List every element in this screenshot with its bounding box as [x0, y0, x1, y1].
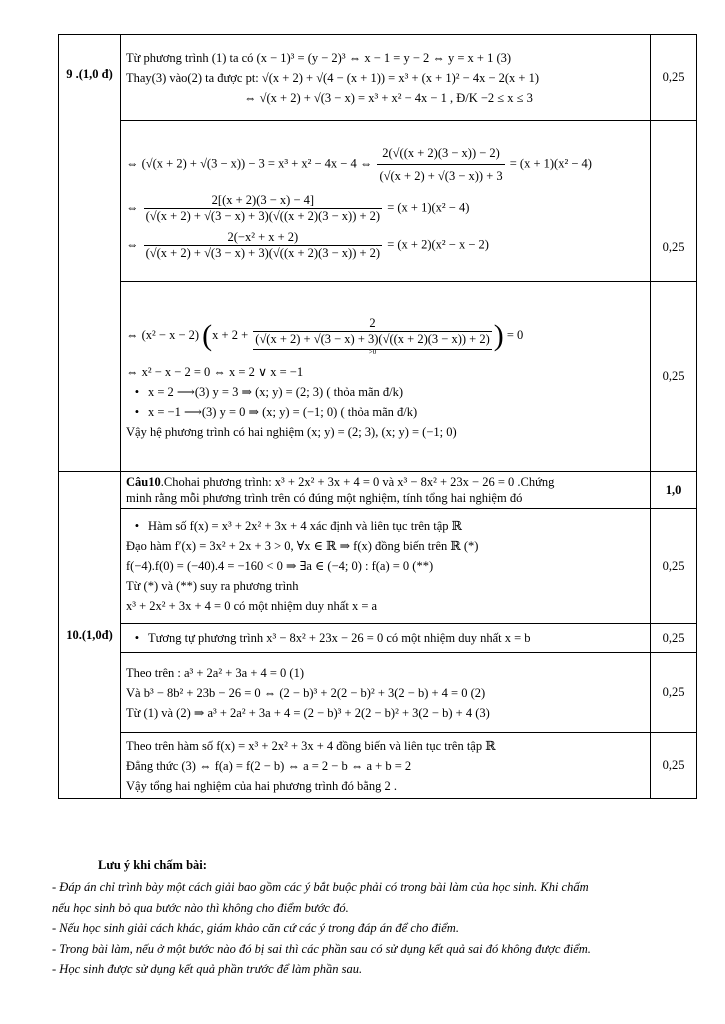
- q10-row-head: [59, 472, 697, 509]
- q10-s3-line2: Và b³ − 8b² + 23b − 26 = 0 ⇔ (2 − b)³ + 2(2 − b)² + 3(2 − b) + 4 = 0 (2): [126, 685, 486, 700]
- notes-title: Lưu ý khi chấm bài:: [98, 858, 207, 872]
- grading-notes: [52, 858, 712, 980]
- q9-step-2: [121, 121, 651, 282]
- q10-s2-score: 0,25: [651, 624, 697, 653]
- q9-row-1: [59, 35, 697, 121]
- q9-s3-line1: ⇔ (x² − x − 2) (x + 2 + $\frac{2}{(√(x + 2) + √(3 - x) + 3)(√((x + 2)(3 - x)) + 2)}$ >0 ) = 0: [126, 315, 524, 356]
- note-item: nếu học sinh bỏ qua bước nào thì không cho điểm bước đó.: [52, 900, 349, 915]
- q10-step-4: [121, 733, 651, 799]
- answer-table: [58, 34, 697, 799]
- q10-s4-line1: Theo trên hàm số f(x) = x³ + 2x² + 3x + 4 đồng biến và liên tục trên tập ℝ: [126, 738, 496, 753]
- note-item: - Đáp án chỉ trình bày một cách giải bao gồm các ý bắt buộc phải có trong bài làm của học sinh. Khi chấm: [52, 880, 589, 894]
- q10-s4-line2: Đẳng thức (3) ⇔ f(a) = f(2 − b) ⇔ a = 2 − b ⇔ a + b = 2: [126, 758, 412, 773]
- q9-row-2: [59, 121, 697, 282]
- q9-s1-line1: Từ phương trình (1) ta có (x − 1)³ = (y − 2)³ ⇔ x − 1 = y − 2 ⇔ y = x + 1 (3): [126, 50, 512, 65]
- q10-s3-score: 0,25: [651, 653, 697, 733]
- note-item: - Trong bài làm, nếu ở một bước nào đó bị sai thì các phần sau có sử dụng kết quả sai đó không được điểm.: [52, 941, 591, 956]
- q10-label: 10.(1,0đ): [59, 472, 121, 799]
- q10-head-score: 1,0: [651, 472, 697, 509]
- q10-s3-line1: Theo trên : a³ + 2a² + 3a + 4 = 0 (1): [126, 665, 305, 680]
- note-item: - Học sinh được sử dụng kết quả phần trước để làm phần sau.: [52, 962, 363, 976]
- q9-s2-frac3: $\frac{\text{2(−x² + x + 2)}}{(√(x + 2) + √(3 - x) + 3)(√((x + 2)(3 - x)) + 2)}$: [145, 229, 381, 260]
- q9-s2-line1: ⇔ (√(x + 2) + √(3 − x)) − 3 = x³ + x² − 4x − 4 ⇔ $\frac{2(√((x + 2)(3 - x)) - 2)}{(√(x + 2) + √(3 - x)) + 3}$ = (x + 1)(x² − 4): [126, 142, 645, 187]
- q10-row-2: [59, 624, 697, 653]
- q10-row-3: [59, 653, 697, 733]
- q10-s1-line3: f(−4).f(0) = (−40).4 = −160 < 0 ⇒ ∃a ∈ (−4; 0) : f(a) = 0 (**): [126, 559, 434, 573]
- q10-s4-score: 0,25: [651, 733, 697, 799]
- q9-s1-line2: Thay(3) vào(2) ta được pt: √(x + 2) + √(4 − (x + 1)) = x³ + (x + 1)² − 4x − 2(x + 1): [126, 70, 539, 85]
- q10-s3-line3: Từ (1) và (2) ⇒ a³ + 2a² + 3a + 4 = (2 − b)³ + 2(2 − b)² + 3(2 − b) + 4 (3): [126, 705, 490, 720]
- q10-step-1: • Hàm số f(x) = x³ + 2x² + 3x + 4 xác định và liên tục trên tập ℝ Đạo hàm f′(x) = 3x² + 2x + 3 > 0, ∀x ∈ ℝ ⇒ f(x) đồng biến trên ℝ (*) f(−4).f(0) = (−40).4 = −160 < 0 ⇒ ∃a ∈ (−4; 0) : f(a) = 0 (**) Từ (*) và (**) suy ra phương trình x³ + 2x² + 3x + 4 = 0 có một nhiệm duy nhất x = a: [121, 509, 651, 624]
- q9-s3-line3: • x = 2 ⟶(3) y = 3 ⇒ (x; y) = (2; 3) ( thỏa mãn đ/k): [134, 384, 404, 399]
- q10-row-1: [59, 509, 697, 624]
- q9-s3-line2: ⇔ x² − x − 2 = 0 ⇔ x = 2 ∨ x = −1: [126, 364, 304, 379]
- q9-s3-line4: • x = −1 ⟶(3) y = 0 ⇒ (x; y) = (−1; 0) ( thỏa mãn đ/k): [134, 404, 418, 419]
- q9-step-1: [121, 35, 651, 121]
- q9-s2-line3: ⇔ $\frac{\text{2(−x² + x + 2)}}{(√(x + 2) + √(3 - x) + 3)(√((x + 2)(3 - x)) + 2)}$ = (x + 2)(x² − x − 2): [126, 229, 489, 260]
- q9-s2-line2: ⇔ $\frac{2[(x + 2)(3 - x) - 4]}{(√(x + 2) + √(3 - x) + 3)(√((x + 2)(3 - x)) + 2)}$ = (x + 1)(x² − 4): [126, 192, 470, 223]
- note-item: - Nếu học sinh giải cách khác, giám khảo căn cứ các ý trong đáp án để cho điểm.: [52, 921, 459, 935]
- q9-s3-score: 0,25: [651, 282, 697, 472]
- q9-s3-frac: $\frac{2}{(√(x + 2) + √(3 - x) + 3)(√((x + 2)(3 - x)) + 2)}$: [253, 316, 491, 350]
- q10-s1-score: 0,25: [651, 509, 697, 624]
- q10-step-2: • Tương tự phương trình x³ − 8x² + 23x − 26 = 0 có một nhiệm duy nhất x = b: [121, 624, 651, 653]
- q10-s1-line5: x³ + 2x² + 3x + 4 = 0 có một nhiệm duy nhất x = a: [126, 599, 378, 613]
- q10-statement: Câu10.Chohai phương trình: x³ + 2x² + 3x + 4 = 0 và x³ − 8x² + 23x − 26 = 0 .Chứng minh rằng mỗi phương trình trên có đúng một nghiệm, tính tổng hai nghiệm đó: [121, 472, 651, 509]
- q9-s2-frac1: $\frac{2(√((x + 2)(3 - x)) - 2)}{(√(x + 2) + √(3 - x)) + 3}$: [377, 142, 504, 187]
- q10-row-4: [59, 733, 697, 799]
- q9-label: 9 .(1,0 đ): [59, 35, 121, 472]
- q10-s1-line1: Hàm số f(x) = x³ + 2x² + 3x + 4 xác định và liên tục trên tập ℝ: [148, 519, 463, 533]
- q9-s1-line3: ⇔ √(x + 2) + √(3 − x) = x³ + x² − 4x − 1 , Đ/K −2 ≤ x ≤ 3: [244, 90, 533, 105]
- q10-s1-line4: Từ (*) và (**) suy ra phương trình: [126, 579, 299, 593]
- q9-step-3: [121, 282, 651, 472]
- q9-s1-score: 0,25: [651, 35, 697, 121]
- q9-s3-line5: Vậy hệ phương trình có hai nghiệm (x; y) = (2; 3), (x; y) = (−1; 0): [126, 424, 457, 439]
- q9-row-3: [59, 282, 697, 472]
- q9-s2-score: 0,25: [651, 121, 697, 282]
- q10-step-3: [121, 653, 651, 733]
- q10-s2-line1: Tương tự phương trình x³ − 8x² + 23x − 26 = 0 có một nhiệm duy nhất x = b: [148, 631, 531, 645]
- q9-s2-frac2: $\frac{2[(x + 2)(3 - x) - 4]}{(√(x + 2) + √(3 - x) + 3)(√((x + 2)(3 - x)) + 2)}$: [145, 192, 381, 223]
- q10-s4-line3: Vậy tổng hai nghiệm của hai phương trình đó bằng 2 .: [126, 778, 397, 793]
- q10-s1-line2: Đạo hàm f′(x) = 3x² + 2x + 3 > 0, ∀x ∈ ℝ ⇒ f(x) đồng biến trên ℝ (*): [126, 539, 479, 553]
